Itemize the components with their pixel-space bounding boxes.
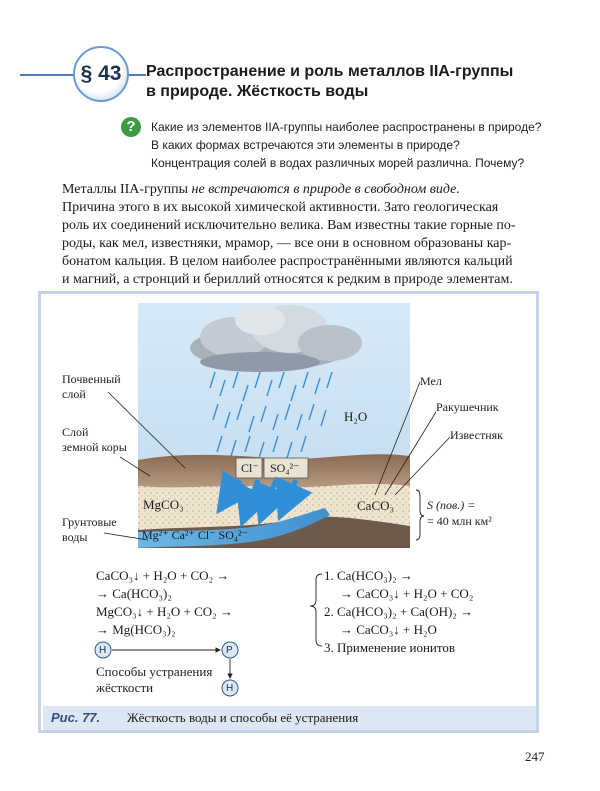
title-line-2: в природе. Жёсткость воды: [146, 83, 369, 100]
paragraph-emphasis: не встречаются в природе в свободном виде.: [191, 182, 460, 197]
equation-line: → CaCO₃↓ + H₂O: [340, 622, 437, 637]
label-area-2: = 40 млн км²: [427, 514, 492, 528]
mgco3-label: MgCO₃: [143, 497, 184, 512]
section-number: § 43: [80, 62, 122, 85]
question-line: Какие из элементов IIA-группы наиболее распространены в природе?: [151, 120, 542, 134]
so4-ion-label: SO₄²⁻: [270, 461, 300, 475]
label-crust-2: земной коры: [62, 440, 127, 454]
title-line-1: Распространение и роль металлов IIA-группы: [146, 63, 514, 80]
question-line: Концентрация солей в водах различных морей различна. Почему?: [151, 156, 525, 170]
scheme-p-label: P: [226, 645, 233, 656]
caption-label: Рис. 77.: [51, 710, 101, 725]
h2o-label: H₂O: [344, 409, 368, 424]
question-icon: ?: [121, 117, 141, 137]
label-shell-rock: Ракушечник: [436, 400, 499, 414]
label-soil-2: слой: [62, 387, 86, 401]
paragraph-text: Металлы IIA-группы: [62, 182, 192, 197]
water-ions-label: Mg²⁺ Ca²⁺ Cl⁻ SO₄²⁻: [142, 528, 248, 542]
equation-line: 3. Применение ионитов: [324, 640, 456, 655]
question-line: В каких формах встречаются эти элементы в природе?: [151, 138, 460, 152]
equation-line: 2. Ca(HCO₃)₂ + Ca(OH)₂ →: [324, 604, 474, 619]
equation-line: CaCO₃↓ + H₂O + CO₂ →: [96, 568, 230, 583]
area-brace: [416, 490, 424, 540]
paragraph-line: роды, как мел, известняки, мрамор, — все они в основном образованы кар-: [62, 236, 512, 251]
paragraph-line: бонатом кальция. В целом наиболее распространёнными являются кальций: [62, 254, 513, 269]
figure-caption: [43, 706, 536, 730]
paragraph-line: и магний, а стронций и бериллий относятся к редким в природе элементам.: [62, 272, 513, 287]
label-soil-1: Почвенный: [62, 372, 121, 386]
paragraph-line: роль их соединений исключительно велика. Вам известны такие горные по-: [62, 218, 516, 233]
scheme-label-2: жёсткости: [96, 680, 154, 695]
label-ground-2: воды: [62, 530, 88, 544]
equation-line: 1. Ca(HCO₃)₂ →: [324, 568, 413, 583]
equations-brace: [310, 574, 322, 646]
scheme-label-1: Способы устранения: [96, 664, 213, 679]
label-limestone: Известняк: [450, 428, 503, 442]
caption-text: Жёсткость воды и способы её устранения: [127, 710, 359, 725]
scheme-h-label: H: [99, 645, 107, 656]
page-number: 247: [525, 749, 545, 764]
label-chalk: Мел: [420, 374, 442, 388]
paragraph-line: Причина этого в их высокой химической активности. Зато геологическая: [62, 200, 499, 215]
equation-line: → Mg(HCO₃)₂: [96, 622, 176, 637]
cl-ion-label: Cl⁻: [241, 461, 259, 475]
equation-line: → Ca(HCO₃)₂: [96, 586, 172, 601]
label-area-1: S (пов.) =: [427, 498, 476, 512]
equation-line: MgCO₃↓ + H₂O + CO₂ →: [96, 604, 233, 619]
label-ground-1: Грунтовые: [62, 515, 117, 529]
equation-line: → CaCO₃↓ + H₂O + CO₂: [340, 586, 474, 601]
scheme-h2-label: H: [226, 683, 234, 694]
label-crust-1: Слой: [62, 425, 89, 439]
caco3-label: CaCO₃: [357, 498, 395, 513]
